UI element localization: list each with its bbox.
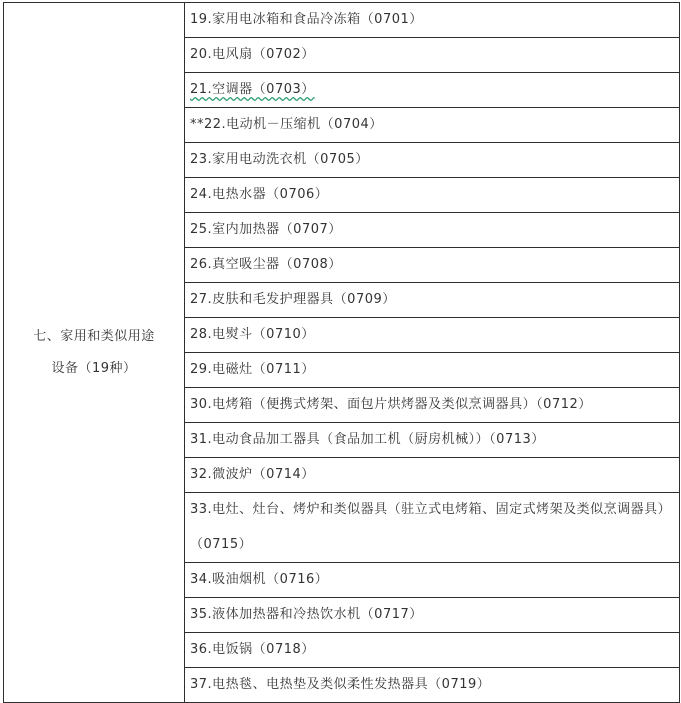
item-cell: **22.电动机－压缩机（0704） [185, 108, 680, 143]
item-cell: 19.家用电冰箱和食品冷冻箱（0701） [185, 3, 680, 38]
item-cell: 30.电烤箱（便携式烤架、面包片烘烤器及类似烹调器具）（0712） [185, 388, 680, 423]
item-cell: 24.电热水器（0706） [185, 178, 680, 213]
product-category-table [3, 2, 680, 703]
spellcheck-underlined-text: 21.空调器（0703） [190, 82, 315, 97]
item-cell: 33.电灶、灶台、烤炉和类似器具（驻立式电烤箱、固定式烤架及类似烹调器具）（0715） [185, 493, 680, 563]
item-cell: 27.皮肤和毛发护理器具（0709） [185, 283, 680, 318]
item-cell: 32.微波炉（0714） [185, 458, 680, 493]
item-cell: 23.家用电动洗衣机（0705） [185, 143, 680, 178]
item-cell: 25.室内加热器（0707） [185, 213, 680, 248]
category-cell [4, 3, 185, 703]
item-cell: 28.电熨斗（0710） [185, 318, 680, 353]
item-cell: 20.电风扇（0702） [185, 38, 680, 73]
item-cell: 26.真空吸尘器（0708） [185, 248, 680, 283]
item-cell: 36.电饭锅（0718） [185, 633, 680, 668]
item-cell: 35.液体加热器和冷热饮水机（0717） [185, 598, 680, 633]
item-cell: 31.电动食品加工器具（食品加工机（厨房机械））（0713） [185, 423, 680, 458]
category-title-line-2: 设备（19种） [51, 360, 137, 376]
item-cell: 29.电磁灶（0711） [185, 353, 680, 388]
category-title-line-1: 七、家用和类似用途 [33, 328, 155, 344]
item-cell: 37.电热毯、电热垫及类似柔性发热器具（0719） [185, 668, 680, 703]
item-cell [185, 73, 680, 108]
table-row [4, 3, 680, 38]
item-cell: 34.吸油烟机（0716） [185, 563, 680, 598]
